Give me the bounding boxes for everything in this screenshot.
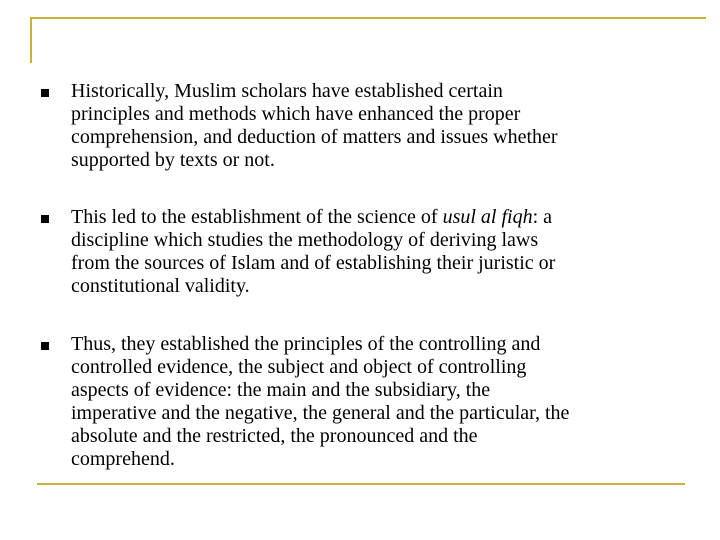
square-bullet-icon <box>41 342 49 350</box>
text-line: Thus, they established the principles of the controlling and <box>71 333 541 355</box>
text-line <box>71 206 701 229</box>
text-line: aspects of evidence: the main and the subsidiary, the <box>71 379 491 401</box>
text-segment: : a <box>532 206 553 228</box>
text-line: comprehend. <box>71 448 175 470</box>
bullet-text <box>71 206 701 298</box>
italic-term: usul al fiqh <box>442 206 533 228</box>
text-line: supported by texts or not. <box>71 149 275 171</box>
text-line: controlled evidence, the subject and object of controlling <box>71 356 527 378</box>
text-segment: This led to the establishment of the science of <box>71 206 443 228</box>
text-line: Historically, Muslim scholars have established certain <box>71 80 503 102</box>
text-line: from the sources of Islam and of establishing their juristic or <box>71 252 556 274</box>
text-line: comprehension, and deduction of matters and issues whether <box>71 126 558 148</box>
text-line: principles and methods which have enhanced the proper <box>71 103 521 125</box>
bottom-rule <box>37 483 685 485</box>
bullet-text <box>71 80 701 172</box>
text-line: discipline which studies the methodology of deriving laws <box>71 229 539 251</box>
bullet-text <box>71 333 701 471</box>
text-line: imperative and the negative, the general and the particular, the <box>71 402 570 424</box>
text-line: constitutional validity. <box>71 275 250 297</box>
square-bullet-icon <box>41 89 49 97</box>
square-bullet-icon <box>41 215 49 223</box>
text-line: absolute and the restricted, the pronounced and the <box>71 425 478 447</box>
